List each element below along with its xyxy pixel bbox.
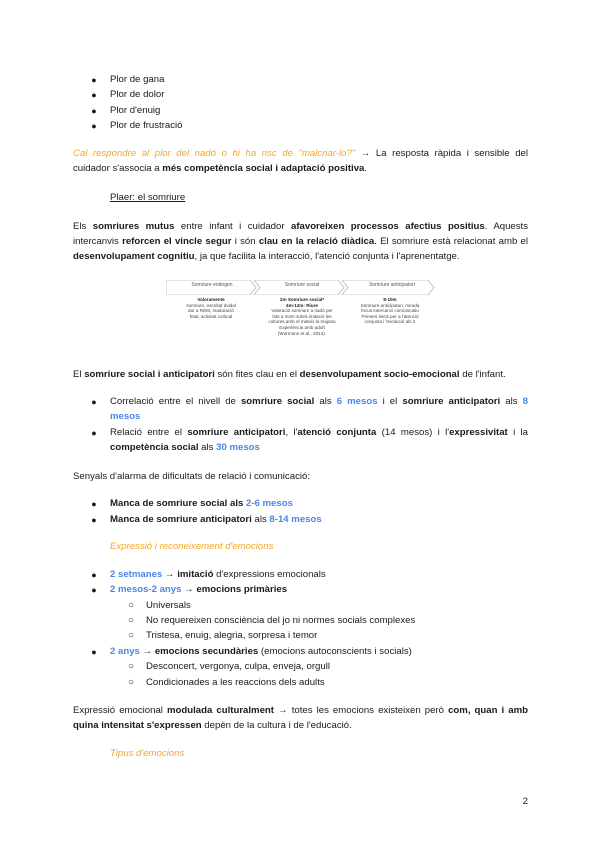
sub-list-item: Tristesa, enuig, alegria, sorpresa i temor bbox=[146, 630, 318, 641]
timeline-stage-2-label: Somriure social bbox=[284, 282, 320, 288]
list-item-secondary-emotions: 2 anys → emocions secundàries (emocions autoconscients i socials) bbox=[110, 646, 412, 657]
list-item: Plor d'enuig bbox=[110, 105, 161, 116]
timeline-stage-3-label: Somriure anticipatori bbox=[369, 282, 415, 288]
paragraph-smile-line2: intercanvis reforcen el vincle segur i són clau en la relació diàdica. El somriure està relacionat amb el bbox=[73, 236, 528, 247]
timeline-col-3: 8-10m Somriure anticipatori, mirada focus intercanvi comunicatiu Primers inicis per a l'atenció conjunta i l'evolució als 2 bbox=[360, 297, 420, 325]
list-item-relation-line1: Relació entre el somriure anticipatori, l'atenció conjunta (14 mesos) i l'expressivitat i la bbox=[110, 427, 529, 438]
bullet-dot: ● bbox=[91, 499, 97, 509]
section-heading-expression: Expressió i reconeixement d'emocions bbox=[110, 541, 274, 552]
list-item: Plor de dolor bbox=[110, 89, 165, 100]
page-number: 2 bbox=[522, 796, 528, 807]
sub-list-item: Universals bbox=[146, 600, 191, 611]
sub-list-item: Desconcert, vergonya, culpa, enveja, orgull bbox=[146, 661, 330, 672]
bullet-dot: ● bbox=[91, 75, 97, 85]
sub-bullet-circle: ○ bbox=[127, 615, 135, 626]
list-item-alarm-social: Manca de somriure social als 2-6 mesos bbox=[110, 498, 293, 509]
list-item-relation-line2: competència social als 30 mesos bbox=[110, 442, 260, 453]
section-heading-types: Tipus d'emocions bbox=[110, 748, 185, 759]
sub-bullet-circle: ○ bbox=[127, 677, 135, 688]
sub-list-item: No requereixen consciència del jo ni normes socials complexes bbox=[146, 615, 416, 626]
alarm-intro: Senyals d'alarma de dificultats de relació i comunicació: bbox=[73, 471, 310, 482]
paragraph-culture-line2: quina intensitat s'expressen depèn de la cultura i de l'educació. bbox=[73, 720, 352, 731]
bullet-dot: ● bbox=[91, 428, 97, 438]
timeline-col-1: Valoramente somriure, escoltat dvidal dur a REM, maduració fetal, activitat cortical bbox=[186, 297, 236, 319]
paragraph-smile-line1: Els somriures mutus entre infant i cuidador afavoreixen processos afectius positius. Aquests bbox=[73, 221, 528, 232]
list-item: Plor de frustració bbox=[110, 120, 183, 131]
section-heading-smile: Plaer: el somriure bbox=[110, 192, 186, 203]
list-item-correlation-line2: mesos bbox=[110, 411, 141, 422]
paragraph-smile-line3: desenvolupament cognitiu, ja que facilita la interacció, l'atenció conjunta i l'aprenentatge. bbox=[73, 251, 460, 262]
sub-list-item: Condicionades a les reaccions dels adults bbox=[146, 677, 325, 688]
bullet-dot: ● bbox=[91, 570, 97, 580]
bullet-dot: ● bbox=[91, 121, 97, 131]
list-item: Plor de gana bbox=[110, 74, 165, 85]
list-item-imitation: 2 setmanes → imitació d'expressions emocionals bbox=[110, 569, 326, 580]
sub-bullet-circle: ○ bbox=[127, 661, 135, 672]
timeline-col-2: 2m Somriure social* 4m-12m: Riure Valoració somriure a nadó per hits a mom sobrà imitació les cultures amb el mateix la majoria Experiència amb adult (Wormann et al., 2012). bbox=[268, 297, 336, 336]
bullet-dot: ● bbox=[91, 647, 97, 657]
list-item-correlation-line1: Correlació entre el nivell de somriure social als 6 mesos i el somriure anticipatori als 8 bbox=[110, 396, 528, 407]
bullet-dot: ● bbox=[91, 90, 97, 100]
paragraph-culture-line1: Expressió emocional modulada culturalment → totes les emocions existeixen però com, quan i amb bbox=[73, 705, 529, 716]
paragraph-milestones: El somriure social i anticipatori són fites clau en el desenvolupament socio-emocional de l'infant. bbox=[73, 369, 506, 380]
timeline-stage-1-label: Somriure endogen bbox=[191, 282, 233, 288]
bullet-dot: ● bbox=[91, 585, 97, 595]
bullet-dot: ● bbox=[91, 397, 97, 407]
paragraph-crying-line2: cuidador s'associa a més competència social i adaptació positiva. bbox=[73, 163, 368, 174]
sub-bullet-circle: ○ bbox=[127, 630, 135, 641]
list-item-primary-emotions: 2 mesos-2 anys → emocions primàries bbox=[110, 584, 288, 595]
bullet-dot: ● bbox=[91, 106, 97, 116]
paragraph-crying-line1: Cal respondre al plor del nadó o hi ha risc de "malcriar-lo?" → La resposta ràpida i sensible del bbox=[73, 148, 528, 159]
sub-bullet-circle: ○ bbox=[127, 600, 135, 611]
list-item-alarm-anticipatory: Manca de somriure anticipatori als 8-14 mesos bbox=[110, 514, 322, 525]
bullet-dot: ● bbox=[91, 515, 97, 525]
